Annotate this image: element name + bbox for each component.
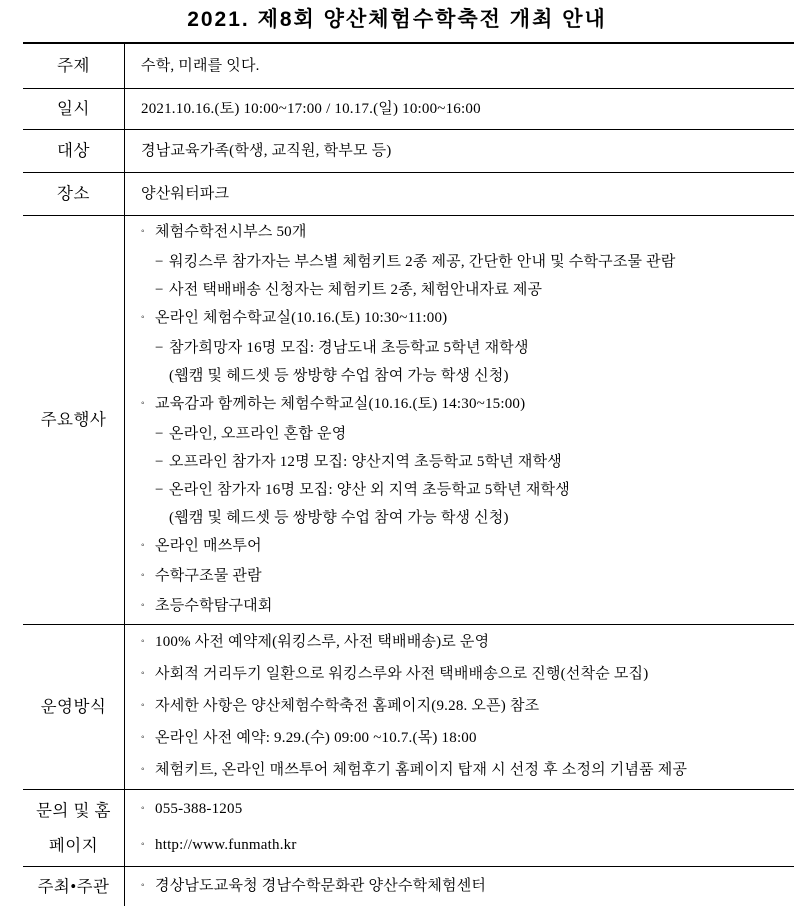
row-label: 운영방식 [23, 625, 125, 789]
content-line [131, 723, 788, 755]
line-text: 경남교육가족(학생, 교직원, 학부모 등) [141, 143, 392, 159]
row-content [125, 790, 794, 866]
row-label: 주제 [23, 44, 125, 88]
content-line [131, 532, 788, 562]
line-text: http://www.funmath.kr [155, 837, 297, 853]
content-line [131, 420, 788, 448]
dash-icon: − [155, 254, 164, 270]
bullet-icon: ◦ [141, 732, 145, 743]
content-line [131, 562, 788, 592]
table-row [23, 625, 794, 790]
row-content [125, 130, 794, 172]
content-line [131, 362, 788, 390]
line-text: (웹캠 및 헤드셋 등 쌍방향 수업 참여 가능 학생 신청) [169, 368, 509, 384]
dash-icon: − [155, 282, 164, 298]
line-text: 오프라인 참가자 12명 모집: 양산지역 초등학교 5학년 재학생 [169, 454, 562, 470]
content-line [131, 276, 788, 304]
line-text: 2021.10.16.(토) 10:00~17:00 / 10.17.(일) 10:00~16:00 [141, 101, 481, 117]
bullet-icon: ◦ [141, 839, 145, 850]
content-line [131, 627, 788, 659]
line-text: 수학구조물 관람 [155, 568, 262, 584]
row-label: 장소 [23, 173, 125, 215]
bullet-icon: ◦ [141, 636, 145, 647]
bullet-icon: ◦ [141, 668, 145, 679]
content-line [131, 334, 788, 362]
line-text: 사전 택배배송 신청자는 체험키트 2종, 체험안내자료 제공 [169, 282, 543, 298]
row-label: 대상 [23, 130, 125, 172]
table-row [23, 44, 794, 89]
line-text: 체험수학전시부스 50개 [155, 224, 307, 240]
line-text: 참가희망자 16명 모집: 경남도내 초등학교 5학년 재학생 [169, 340, 529, 356]
line-text: 경상남도교육청 경남수학문화관 양산수학체험센터 [155, 877, 487, 894]
dash-icon: − [155, 340, 164, 356]
table-row [23, 173, 794, 216]
bullet-icon: ◦ [141, 764, 145, 775]
row-content [125, 89, 794, 129]
content-line [131, 659, 788, 691]
table-row [23, 130, 794, 173]
dash-icon: − [155, 426, 164, 442]
line-text: 초등수학탐구대회 [155, 598, 273, 614]
table-row [23, 790, 794, 867]
line-text: 온라인 사전 예약: 9.29.(수) 09:00 ~10.7.(목) 18:00 [155, 730, 477, 746]
bullet-icon: ◦ [141, 570, 145, 581]
bullet-icon: ◦ [141, 879, 145, 891]
page-title: 2021. 제8회 양산체험수학축전 개최 안내 [187, 8, 607, 31]
info-table [23, 42, 794, 906]
content-line [131, 792, 788, 828]
row-content [125, 867, 794, 906]
content-line [131, 592, 788, 622]
row-label: 주최•주관 [23, 867, 125, 906]
content-line [131, 476, 788, 504]
table-row [23, 89, 794, 130]
content-line [131, 180, 788, 208]
content-line [131, 755, 788, 787]
content-line [131, 95, 788, 123]
line-text: 수학, 미래를 잇다. [141, 58, 260, 74]
row-label: 문의 및 홈페이지 [23, 790, 125, 866]
table-row [23, 867, 794, 906]
content-line [131, 504, 788, 532]
bullet-icon: ◦ [141, 803, 145, 814]
line-text: 온라인, 오프라인 혼합 운영 [169, 426, 347, 442]
dash-icon: − [155, 454, 164, 470]
line-text: 100% 사전 예약제(워킹스루, 사전 택배배송)로 운영 [155, 634, 490, 650]
line-text: (웹캠 및 헤드셋 등 쌍방향 수업 참여 가능 학생 신청) [169, 510, 509, 526]
line-text: 워킹스루 참가자는 부스별 체험키트 2종 제공, 간단한 안내 및 수학구조물 관람 [169, 254, 676, 270]
line-text: 교육감과 함께하는 체험수학교실(10.16.(토) 14:30~15:00) [155, 396, 526, 412]
content-line [131, 52, 788, 80]
line-text: 온라인 참가자 16명 모집: 양산 외 지역 초등학교 5학년 재학생 [169, 482, 570, 498]
row-content [125, 173, 794, 215]
row-content [125, 216, 794, 624]
dash-icon: − [155, 482, 164, 498]
row-label: 주요행사 [23, 216, 125, 624]
row-content [125, 44, 794, 88]
line-text: 온라인 체험수학교실(10.16.(토) 10:30~11:00) [155, 310, 448, 326]
line-text: 자세한 사항은 양산체험수학축전 홈페이지(9.28. 오픈) 참조 [155, 698, 540, 714]
content-line [131, 448, 788, 476]
content-line [131, 248, 788, 276]
line-text: 체험키트, 온라인 매쓰투어 체험후기 홈페이지 탑재 시 선정 후 소정의 기념품 제공 [155, 762, 688, 778]
content-line [131, 304, 788, 334]
bullet-icon: ◦ [141, 540, 145, 551]
row-label: 일시 [23, 89, 125, 129]
bullet-icon: ◦ [141, 312, 145, 323]
content-line [131, 691, 788, 723]
line-text: 온라인 매쓰투어 [155, 538, 262, 554]
content-line [131, 137, 788, 165]
line-text: 양산워터파크 [141, 186, 230, 202]
content-line [131, 828, 788, 864]
line-text: 사회적 거리두기 일환으로 워킹스루와 사전 택배배송으로 진행(선착순 모집) [155, 666, 649, 682]
row-content [125, 625, 794, 789]
content-line [131, 872, 788, 902]
bullet-icon: ◦ [141, 226, 145, 237]
line-text: 055-388-1205 [155, 801, 243, 817]
bullet-icon: ◦ [141, 600, 145, 611]
table-row [23, 216, 794, 625]
content-line [131, 218, 788, 248]
bullet-icon: ◦ [141, 700, 145, 711]
bullet-icon: ◦ [141, 398, 145, 409]
content-line [131, 390, 788, 420]
